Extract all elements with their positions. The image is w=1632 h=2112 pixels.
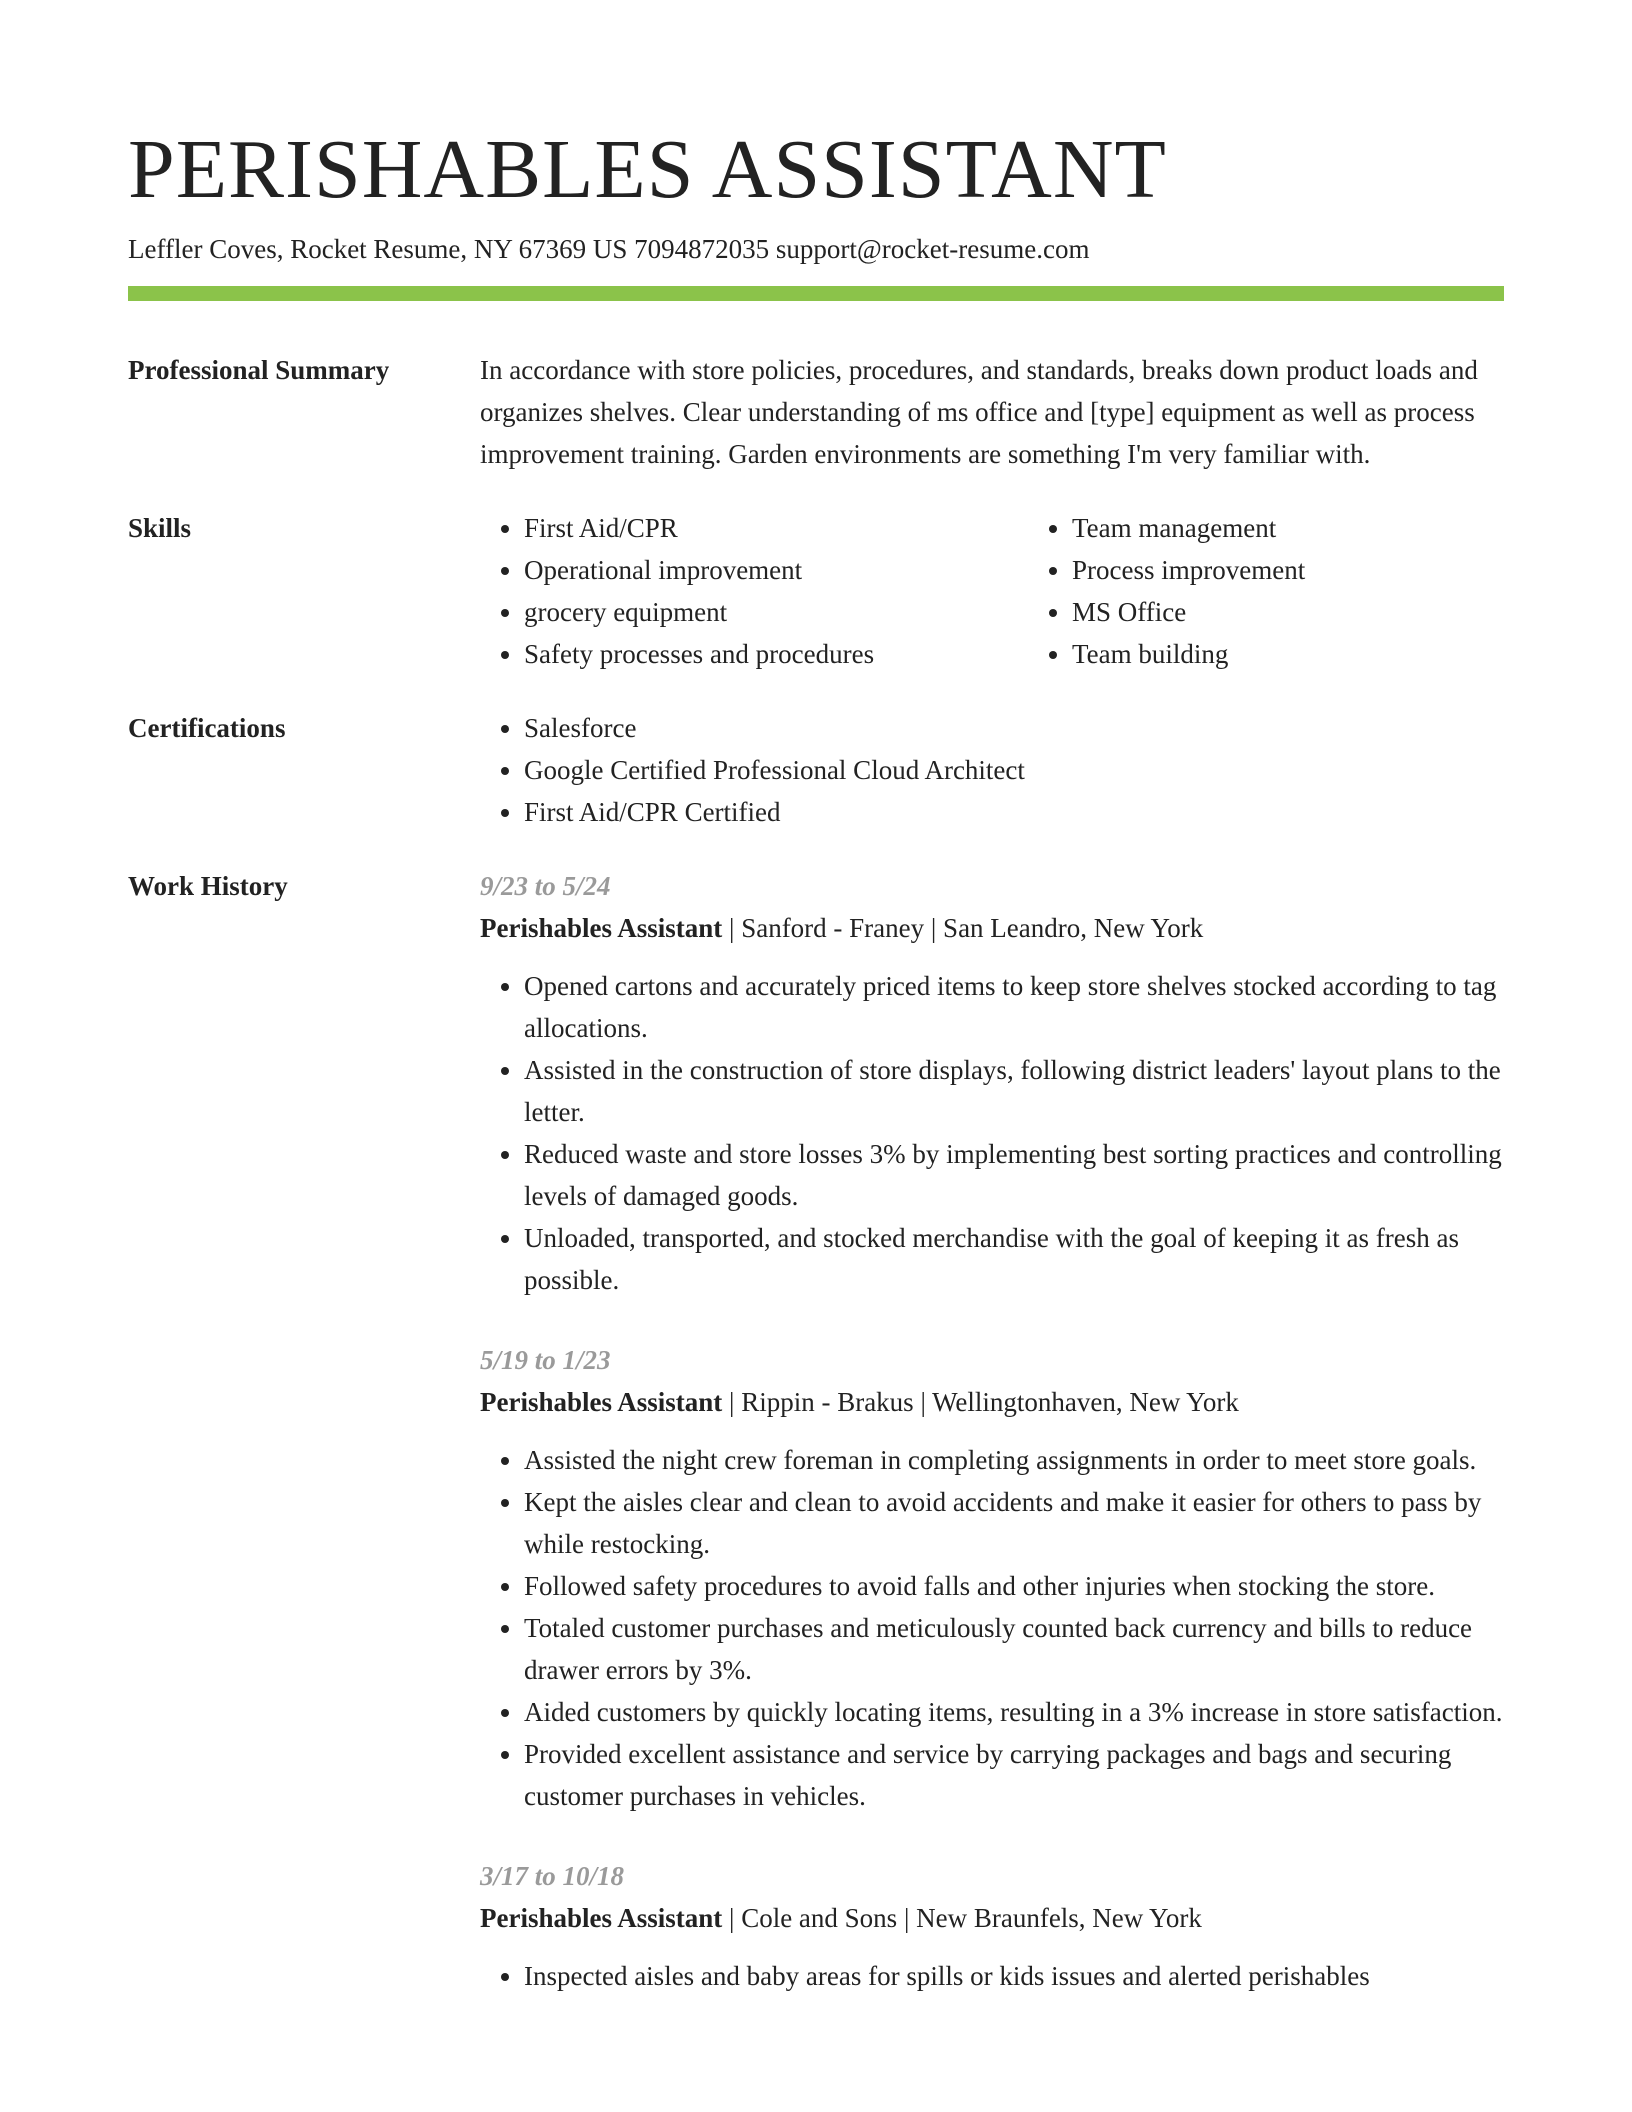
job-title: Perishables Assistant (480, 1387, 723, 1417)
job-bullet: • Inspected aisles and baby areas for spills or kids issues and alerted perishables (524, 1955, 1504, 1997)
skill-list-left (480, 507, 1028, 675)
job-entry (480, 865, 1504, 1301)
job-location: New Braunfels, New York (916, 1903, 1202, 1933)
job-separator: | (913, 1387, 933, 1417)
contact-line: Leffler Coves, Rocket Resume, NY 67369 US 7094872035 support@rocket-resume.com (128, 234, 1090, 264)
job-heading (480, 1897, 1504, 1939)
certifications-body (480, 707, 1504, 833)
work-history-body (480, 865, 1504, 1997)
job-bullet: • Unloaded, transported, and stocked merchandise with the goal of keeping it as fresh as possible. (524, 1217, 1504, 1301)
job-bullet: • Assisted in the construction of store displays, following district leaders' layout plans to the letter. (524, 1049, 1504, 1133)
job-location: San Leandro, New York (943, 913, 1204, 943)
skill-item: • Operational improvement (524, 549, 1028, 591)
work-history-section (128, 865, 1504, 1997)
job-bullets (480, 965, 1504, 1301)
skill-item: • Team building (1072, 633, 1576, 675)
job-company: Rippin - Brakus (741, 1387, 914, 1417)
skill-item: • Process improvement (1072, 549, 1576, 591)
job-title: Perishables Assistant (480, 913, 723, 943)
job-heading (480, 907, 1504, 949)
certification-item: • Salesforce (524, 707, 1504, 749)
job-bullets (480, 1955, 1504, 1997)
certification-item: • First Aid/CPR Certified (524, 791, 1504, 833)
job-bullet: • Opened cartons and accurately priced items to keep store shelves stocked according to tag allocations. (524, 965, 1504, 1049)
certification-list (480, 707, 1504, 833)
job-heading (480, 1381, 1504, 1423)
skills-body (480, 507, 1576, 675)
summary-text: In accordance with store policies, procedures, and standards, breaks down product loads and organizes shelves. Clear understanding of ms office and [type] equipment as well as process improvement training. Garden environments are something I'm very familiar with. (480, 355, 1478, 469)
job-entry (480, 1855, 1504, 1997)
job-company: Cole and Sons (741, 1903, 898, 1933)
section-label-certifications: Certifications (128, 713, 286, 743)
skill-item: • Team management (1072, 507, 1576, 549)
skill-item: • MS Office (1072, 591, 1576, 633)
skill-list-right (1028, 507, 1576, 675)
summary-body (480, 349, 1504, 475)
job-bullet: • Aided customers by quickly locating items, resulting in a 3% increase in store satisfaction. (524, 1691, 1504, 1733)
skill-columns (480, 507, 1576, 675)
job-separator: | (722, 913, 742, 943)
job-location: Wellingtonhaven, New York (932, 1387, 1239, 1417)
job-separator: | (897, 1903, 917, 1933)
job-separator: | (722, 1387, 742, 1417)
job-separator: | (722, 1903, 742, 1933)
job-entry (480, 1339, 1504, 1817)
resume-sections (128, 349, 1504, 2029)
job-separator: | (924, 913, 944, 943)
resume-title: PERISHABLES ASSISTANT (128, 123, 1167, 216)
summary-section (128, 349, 1504, 475)
job-bullet: • Provided excellent assistance and service by carrying packages and bags and securing customer purchases in vehicles. (524, 1733, 1504, 1817)
job-bullet: • Kept the aisles clear and clean to avoid accidents and make it easier for others to pass by while restocking. (524, 1481, 1504, 1565)
skill-item: • grocery equipment (524, 591, 1028, 633)
section-label-skills: Skills (128, 513, 192, 543)
section-label-work-history: Work History (128, 871, 288, 901)
section-label-summary: Professional Summary (128, 355, 390, 385)
skill-item: • First Aid/CPR (524, 507, 1028, 549)
job-bullet: • Assisted the night crew foreman in completing assignments in order to meet store goals. (524, 1439, 1504, 1481)
certifications-section (128, 707, 1504, 833)
job-bullet: • Reduced waste and store losses 3% by implementing best sorting practices and controlling levels of damaged goods. (524, 1133, 1504, 1217)
job-bullet: • Followed safety procedures to avoid falls and other injuries when stocking the store. (524, 1565, 1504, 1607)
certification-item: • Google Certified Professional Cloud Architect (524, 749, 1504, 791)
job-dates: 9/23 to 5/24 (480, 871, 611, 901)
job-bullet: • Totaled customer purchases and meticulously counted back currency and bills to reduce drawer errors by 3%. (524, 1607, 1504, 1691)
job-title: Perishables Assistant (480, 1903, 723, 1933)
job-dates: 5/19 to 1/23 (480, 1345, 611, 1375)
skill-item: • Safety processes and procedures (524, 633, 1028, 675)
header-divider (128, 286, 1504, 301)
job-dates: 3/17 to 10/18 (480, 1861, 625, 1891)
skills-section (128, 507, 1504, 675)
job-company: Sanford - Franey (741, 913, 925, 943)
job-bullets (480, 1439, 1504, 1817)
